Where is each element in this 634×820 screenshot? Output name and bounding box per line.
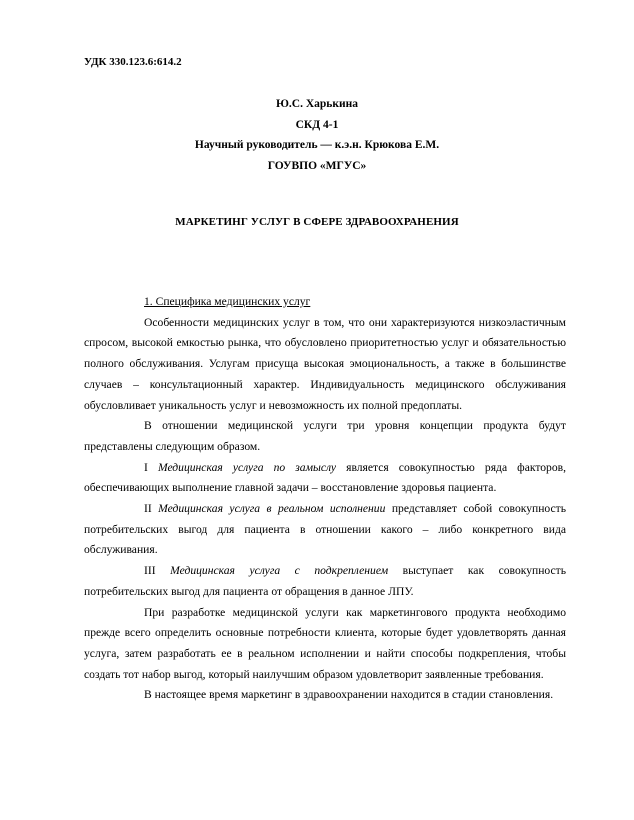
udk-code: УДК 330.123.6:614.2 <box>84 56 182 68</box>
scientific-advisor: Научный руководитель — к.э.н. Крюкова Е.М. <box>194 139 440 151</box>
paper-title: МАРКЕТИНГ УСЛУГ В СФЕРЕ ЗДРАВООХРАНЕНИЯ <box>175 216 459 228</box>
level-term: Медицинская услуга по замыслу <box>157 460 337 474</box>
paragraph-level-3 <box>84 561 566 602</box>
author-block <box>0 94 634 176</box>
paragraph: В отношении медицинской услуги три уровня концепции продукта будут представлены следующим образом. <box>84 419 566 453</box>
institution: ГОУВПО «МГУС» <box>267 159 367 172</box>
student-group: СКД 4-1 <box>295 118 339 131</box>
paragraph: Особенности медицинских услуг в том, что они характеризуются низкоэластичным спросом, высокой емкостью рынка, что обусловлено приоритетностью услуг и обязательностью полного обслуживания. Услугам присуща высокая эмоциональность, а также в большинстве случаев – консультационный характер. Индивидуальность медицинского обслуживания обусловливает уникальность услуг и невозможность их полной предоплаты. <box>84 315 566 412</box>
paragraph: В настоящее время маркетинг в здравоохранении находится в стадии становления. <box>144 688 554 702</box>
level-prefix: III <box>144 564 171 578</box>
level-text: представляет собой совокупность потребительских выгод для пациента в отношении какого – либо конкретного вида обслуживания. <box>84 502 566 557</box>
level-prefix: II <box>144 502 159 516</box>
section-heading: 1. Специфика медицинских услуг <box>144 295 311 308</box>
level-term: Медицинская услуга в реальном исполнении <box>158 502 386 516</box>
level-text: является совокупностью ряда факторов, обеспечивающих выполнение главной задачи – восстановление здоровья пациента. <box>84 460 566 495</box>
paragraph-level-1 <box>84 458 566 499</box>
paragraph-level-2 <box>84 499 566 561</box>
paragraph: При разработке медицинской услуги как маркетингового продукта необходимо прежде всего определить основные потребности клиента, которые будет удовлетворять данная услуга, затем разработать ее в реальном исполнении и найти способы подкрепления, чтобы создать тот набор выгод, который наилучшим образом удовлетворит заявленные требования. <box>84 605 566 681</box>
author-name: Ю.С. Харькина <box>275 98 359 110</box>
level-text: выступает как совокупность потребительских выгод для пациента от обращения в данное ЛПУ. <box>84 564 567 598</box>
level-term: Медицинская услуга с подкреплением <box>170 564 389 578</box>
level-prefix: I <box>144 460 158 474</box>
paper-body <box>84 292 566 706</box>
